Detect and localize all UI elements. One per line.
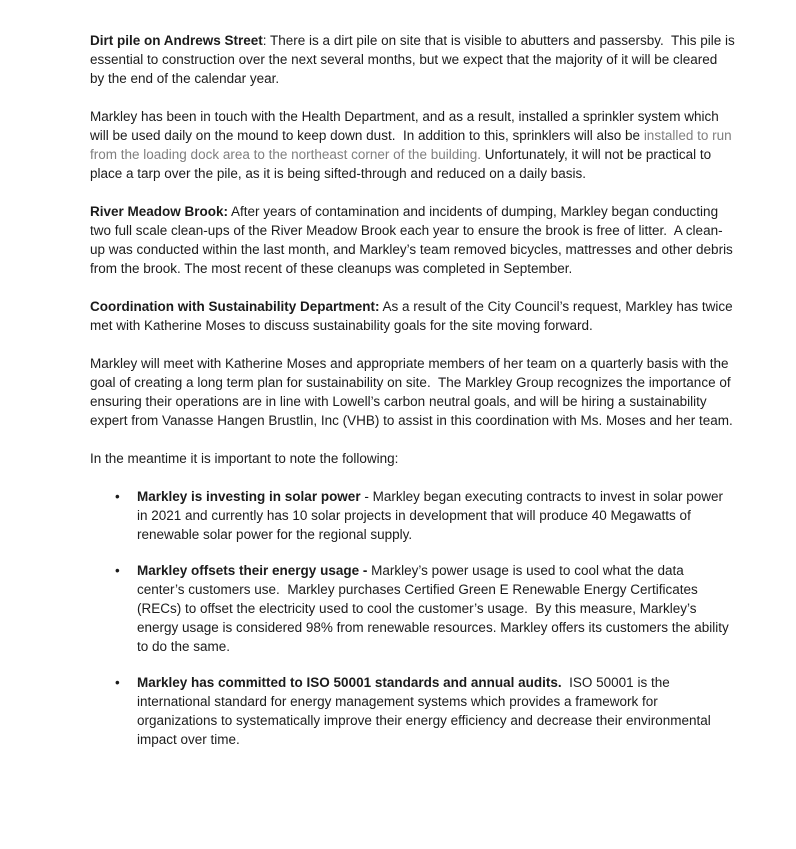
bullet-text [137,561,735,656]
text-run: Markley’s power usage is used to cool what the data center’s customers use. Markley purchases Certified Green E Renewable Energy Certificates (RECs) to offset the electricity used to cool the customer’s usage. By this measure, Markley’s energy usage is considered 98% from renewable resources. Markley offers its customers the ability to do the same. [137,563,733,654]
text-run: : There is a dirt pile on site that is visible to abutters and passersby. This pile is essential to construction over the next several months, but we expect that the majority of it will be cleared by the end of the calendar year. [90,33,739,86]
paragraph-river-meadow-brook [90,202,735,278]
paragraph-lead-bold: River Meadow Brook: [90,204,229,219]
paragraph-quarterly-meetings [90,354,735,430]
paragraph-lead-bold: Coordination with Sustainability Department: [90,299,380,314]
paragraph-sprinklers [90,107,735,183]
text-run: In the meantime it is important to note the following: [90,451,399,466]
bullet-icon: • [115,675,120,690]
paragraph-lead-bold: Dirt pile on Andrews Street [90,33,263,48]
bullet-icon: • [115,563,120,578]
text-run: After years of contamination and incidents of dumping, Markley began conducting two full scale clean-ups of the River Meadow Brook each year to ensure the brook is free of litter. A clean-up was conducted within the last month, and Markley’s team removed bicycles, mattresses and other debris from the brook. The most recent of these cleanups was completed in September. [90,204,737,276]
document-page [90,31,739,749]
paragraph-sustainability-coordination [90,297,735,335]
bullet-lead-bold: Markley is investing in solar power [137,489,361,504]
text-run: Markley will meet with Katherine Moses and appropriate members of her team on a quarterly basis with the goal of creating a long term plan for sustainability on site. The Markley Group recognizes the importance of ensuring their operations are in line with Lowell’s carbon neutral goals, and will be hiring a sustainability expert from Vanasse Hangen Brustlin, Inc (VHB) to assist in this coordination with Ms. Moses and her team. [90,356,735,428]
bullet-lead-bold: Markley offsets their energy usage - [137,563,368,578]
bullet-icon: • [115,489,120,504]
bullet-item-solar-power [90,487,735,544]
bullet-item-iso-50001 [90,673,735,749]
bullet-text [137,487,735,544]
bullet-item-energy-offsets [90,561,735,656]
text-run: Unfortunately, it will not be practical to place a tarp over the pile, as it is being sifted-through and reduced on a daily basis. [90,147,715,181]
muted-text-run: installed to run from the loading dock area to the northeast corner of the building. [90,128,736,162]
text-run: ISO 50001 is the international standard for energy management systems which provides a framework for organizations to systematically improve their energy efficiency and decrease their environmental impact over time. [137,675,715,747]
bullet-lead-bold: Markley has committed to ISO 50001 standards and annual audits. [137,675,562,690]
text-run: Markley has been in touch with the Health Department, and as a result, installed a sprinkler system which will be used daily on the mound to keep down dust. In addition to this, sprinklers will also be [90,109,723,143]
bullet-text [137,673,735,749]
paragraph-note-following [90,449,735,468]
bullet-list [90,487,735,749]
text-run: - Markley began executing contracts to invest in solar power in 2021 and currently has 10 solar projects in development that will produce 40 Megawatts of renewable solar power for the regional supply. [137,489,727,542]
text-run: As a result of the City Council’s request, Markley has twice met with Katherine Moses to discuss sustainability goals for the site moving forward. [90,299,737,333]
paragraph-dirt-pile [90,31,739,88]
